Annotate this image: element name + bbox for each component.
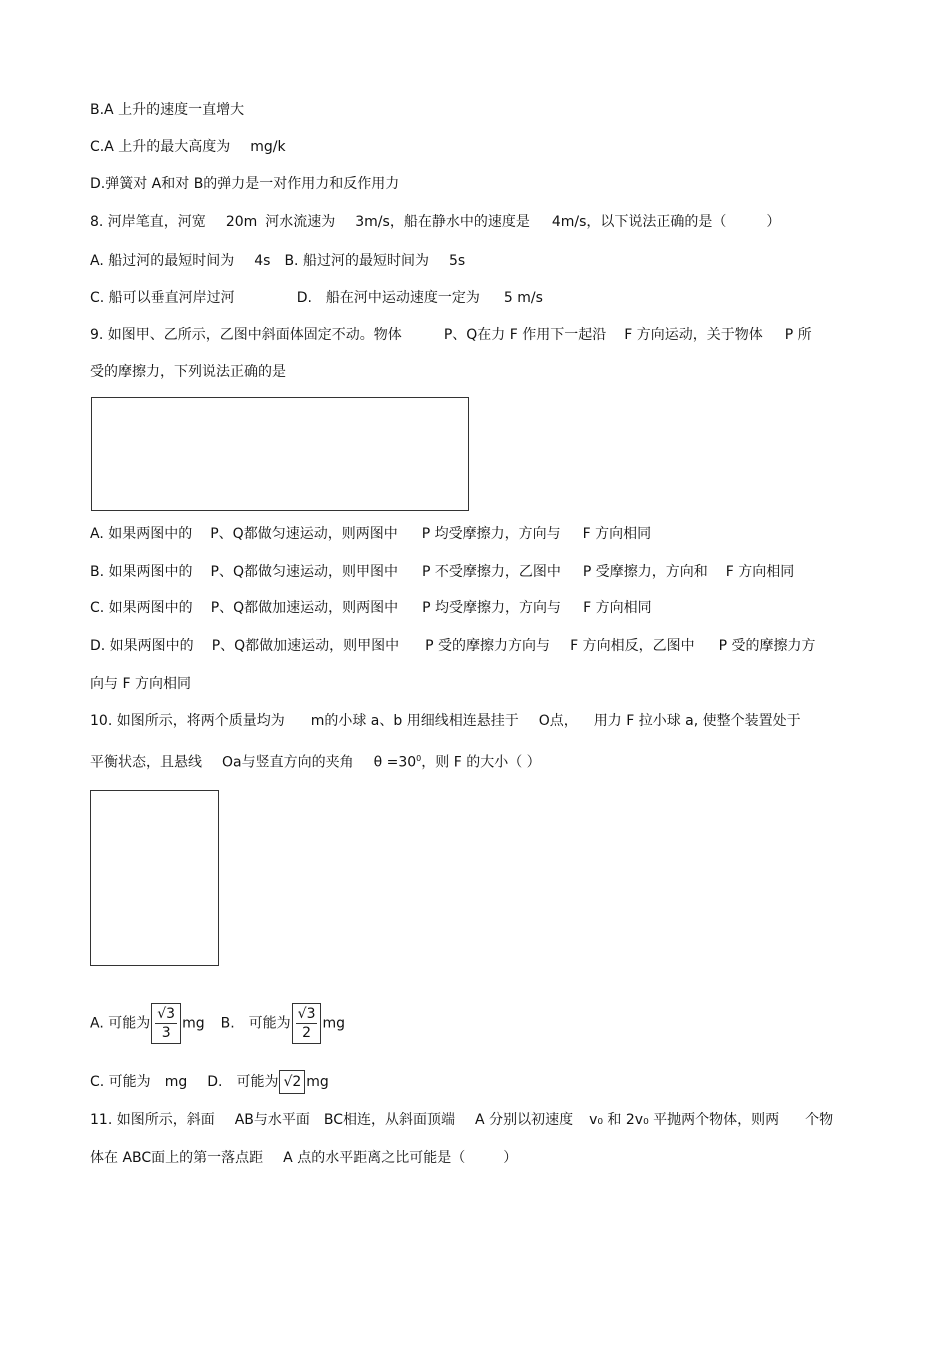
q7-option-b: B.A 上升的速度一直增大: [90, 102, 245, 118]
q7-option-c: C.A 上升的最大高度为 mg/k: [90, 139, 286, 155]
sqrt3-over-3-fraction: $\frac{√3}{3}$: [151, 1003, 181, 1044]
q11-stem-line1: 11. 如图所示，斜面 AB与水平面 BC相连，从斜面顶端 A 分别以初速度 v₀ 和 2v₀ 平抛两个物体，则两 个物: [90, 1112, 834, 1128]
q8-options-cd: C. 船可以垂直河岸过河 D. 船在河中运动速度一定为 5 m/s: [90, 290, 543, 306]
q10-options-cd: C. 可能为 mg D. 可能为 √2 mg: [90, 1070, 329, 1094]
q9-option-a: A. 如果两图中的 P、Q都做匀速运动，则两图中 P 均受摩擦力，方向与 F 方向相同: [90, 526, 652, 542]
q9-figure-placeholder: [91, 397, 469, 511]
sqrt2-radical: √2: [279, 1070, 305, 1094]
sqrt3-over-2-fraction: $\frac{√3}{2}$: [292, 1003, 322, 1044]
q11-stem-line2: 体在 ABC面上的第一落点距 A 点的水平距离之比可能是（ ）: [90, 1150, 518, 1166]
q9-stem-line2: 受的摩擦力，下列说法正确的是: [90, 364, 286, 380]
q10-stem-line2: 平衡状态，且悬线 Oa与竖直方向的夹角 $\theta =30^0$，则 F 的大小（ ）: [90, 754, 541, 771]
q10-stem-line1: 10. 如图所示，将两个质量均为 m的小球 a、b 用细线相连悬挂于 O点， 用力 F 拉小球 a, 使整个装置处于: [90, 713, 801, 729]
q9-option-d-cont: 向与 F 方向相同: [90, 676, 191, 692]
q9-stem-line1: 9. 如图甲、乙所示，乙图中斜面体固定不动。物体 P、Q在力 F 作用下一起沿 F 方向运动，关于物体 P 所: [90, 327, 812, 343]
q8-options-ab: A. 船过河的最短时间为 4s B. 船过河的最短时间为 5s: [90, 253, 466, 269]
q8-stem: 8. 河岸笔直，河宽 20m 河水流速为 3m/s，船在静水中的速度是 4m/s，以下说法正确的是（ ）: [90, 214, 781, 230]
q9-option-c: C. 如果两图中的 P、Q都做加速运动，则两图中 P 均受摩擦力，方向与 F 方向相同: [90, 600, 652, 616]
q9-option-b: B. 如果两图中的 P、Q都做匀速运动，则甲图中 P 不受摩擦力，乙图中 P 受摩擦力，方向和 F 方向相同: [90, 564, 795, 580]
q10-figure-placeholder: [90, 790, 219, 966]
q10-options-ab: A. 可能为 $\frac{√3}{3}$ mg B. 可能为 $\frac{√3}{2}$ mg: [90, 1003, 345, 1044]
q9-option-d: D. 如果两图中的 P、Q都做加速运动，则甲图中 P 受的摩擦力方向与 F 方向相反，乙图中 P 受的摩擦力方: [90, 638, 816, 654]
q7-option-d: D.弹簧对 A和对 B的弹力是一对作用力和反作用力: [90, 176, 400, 192]
